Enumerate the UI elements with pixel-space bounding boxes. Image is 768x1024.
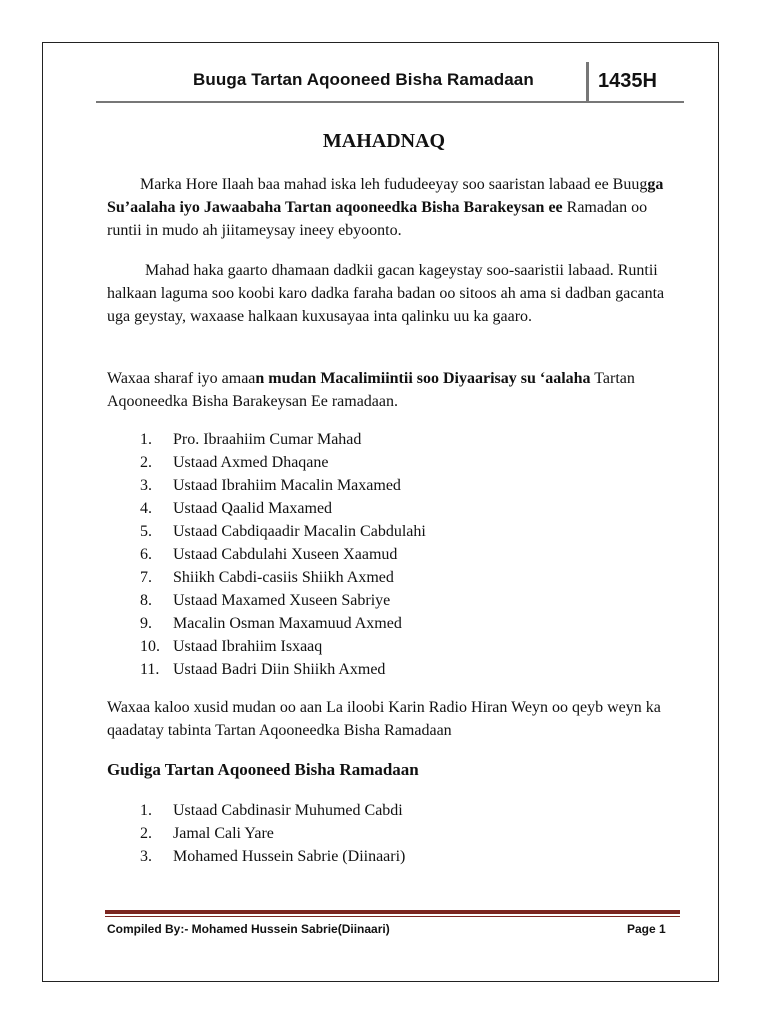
paragraph-intro-text-a: Marka Hore Ilaah baa mahad iska leh fududeeyay soo saaristan labaad ee Buug bbox=[140, 176, 648, 193]
list-item-name: Pro. Ibraahiim Cumar Mahad bbox=[173, 431, 362, 448]
list-item-number: 7. bbox=[140, 569, 152, 586]
list-item-name: Macalin Osman Maxamuud Axmed bbox=[173, 615, 402, 632]
list-item-name: Ustaad Ibrahiim Isxaaq bbox=[173, 638, 323, 655]
list-item-number: 6. bbox=[140, 546, 152, 563]
list-item-name: Ustaad Ibrahiim Macalin Maxamed bbox=[173, 477, 401, 494]
list-item bbox=[107, 451, 426, 474]
list-item-name: Ustaad Axmed Dhaqane bbox=[173, 454, 329, 471]
list-item-number: 11. bbox=[140, 661, 160, 678]
list-item-name: Ustaad Badri Diin Shiikh Axmed bbox=[173, 661, 386, 678]
header-title: Buuga Tartan Aqooneed Bisha Ramadaan bbox=[193, 70, 534, 89]
footer-page-number: Page 1 bbox=[627, 922, 666, 936]
footer-rule bbox=[105, 910, 680, 914]
list-item bbox=[107, 428, 426, 451]
list-item-name: Shiikh Cabdi-casiis Shiikh Axmed bbox=[173, 569, 394, 586]
list-item bbox=[107, 612, 426, 635]
list-item-name: Ustaad Cabdulahi Xuseen Xaamud bbox=[173, 546, 398, 563]
list-item bbox=[107, 566, 426, 589]
list-item-number: 4. bbox=[140, 500, 152, 517]
list-item-number: 2. bbox=[140, 454, 152, 471]
list-item-name: Ustaad Cabdiqaadir Macalin Cabdulahi bbox=[173, 523, 426, 540]
committee-list bbox=[107, 799, 405, 868]
list-item bbox=[107, 658, 426, 681]
list-item-number: 1. bbox=[140, 802, 152, 819]
committee-heading: Gudiga Tartan Aqooneed Bisha Ramadaan bbox=[107, 760, 419, 779]
teachers-list bbox=[107, 428, 426, 681]
list-item bbox=[107, 520, 426, 543]
list-item bbox=[107, 822, 405, 845]
header-year: 1435H bbox=[598, 70, 657, 92]
list-item bbox=[107, 474, 426, 497]
list-item bbox=[107, 543, 426, 566]
paragraph-intro-text-b: Ramadan oo runtii in mudo ah jiitameysay ineey ebyoonto. bbox=[107, 199, 648, 239]
list-item-number: 9. bbox=[140, 615, 152, 632]
paragraph-teachers-bold: n mudan Macalimiintii soo Diyaarisay su ‘aalaha bbox=[255, 370, 591, 387]
list-item-number: 3. bbox=[140, 477, 152, 494]
list-item-name: Ustaad Qaalid Maxamed bbox=[173, 500, 333, 517]
list-item-name: Ustaad Maxamed Xuseen Sabriye bbox=[173, 592, 391, 609]
paragraph-intro bbox=[107, 173, 667, 242]
list-item bbox=[107, 845, 405, 868]
list-item bbox=[107, 635, 426, 658]
header-divider bbox=[586, 62, 589, 103]
list-item bbox=[107, 497, 426, 520]
list-item-number: 3. bbox=[140, 848, 152, 865]
paragraph-teachers-text-a: Waxaa sharaf iyo amaa bbox=[107, 370, 256, 387]
paragraph-intro-bold: ga Su’aalaha iyo Jawaabaha Tartan aqooneedka Bisha Barakeysan ee bbox=[107, 176, 664, 216]
paragraph-teachers bbox=[107, 367, 667, 413]
list-item-number: 10. bbox=[140, 638, 160, 655]
paragraph-thanks: Mahad haka gaarto dhamaan dadkii gacan kageystay soo-saaristii labaad. Runtii halkaan laguma soo koobi karo dadka faraha badan oo sitoos ah ama si dadban gacanta uga geystay, waxaase halkaan kuxusayaa inta qalinku uu ka gaaro. bbox=[107, 262, 665, 325]
header-rule bbox=[96, 101, 684, 103]
footer-compiled-by: Compiled By:- Mohamed Hussein Sabrie(Diinaari) bbox=[107, 922, 390, 936]
footer-rule-thin bbox=[105, 916, 680, 917]
list-item bbox=[107, 799, 405, 822]
paragraph-radio: Waxaa kaloo xusid mudan oo aan La iloobi Karin Radio Hiran Weyn oo qeyb weyn ka qaadatay tabinta Tartan Aqooneedka Bisha Ramadaan bbox=[107, 699, 661, 739]
list-item-number: 8. bbox=[140, 592, 152, 609]
list-item-number: 2. bbox=[140, 825, 152, 842]
list-item-name: Mohamed Hussein Sabrie (Diinaari) bbox=[173, 848, 406, 865]
list-item-number: 1. bbox=[140, 431, 152, 448]
list-item-name: Jamal Cali Yare bbox=[173, 825, 274, 842]
page-heading: MAHADNAQ bbox=[322, 130, 446, 152]
list-item-name: Ustaad Cabdinasir Muhumed Cabdi bbox=[173, 802, 403, 819]
list-item bbox=[107, 589, 426, 612]
paragraph-teachers-text-b: Tartan Aqooneedka Bisha Barakeysan Ee ramadaan. bbox=[107, 370, 635, 410]
list-item-number: 5. bbox=[140, 523, 152, 540]
